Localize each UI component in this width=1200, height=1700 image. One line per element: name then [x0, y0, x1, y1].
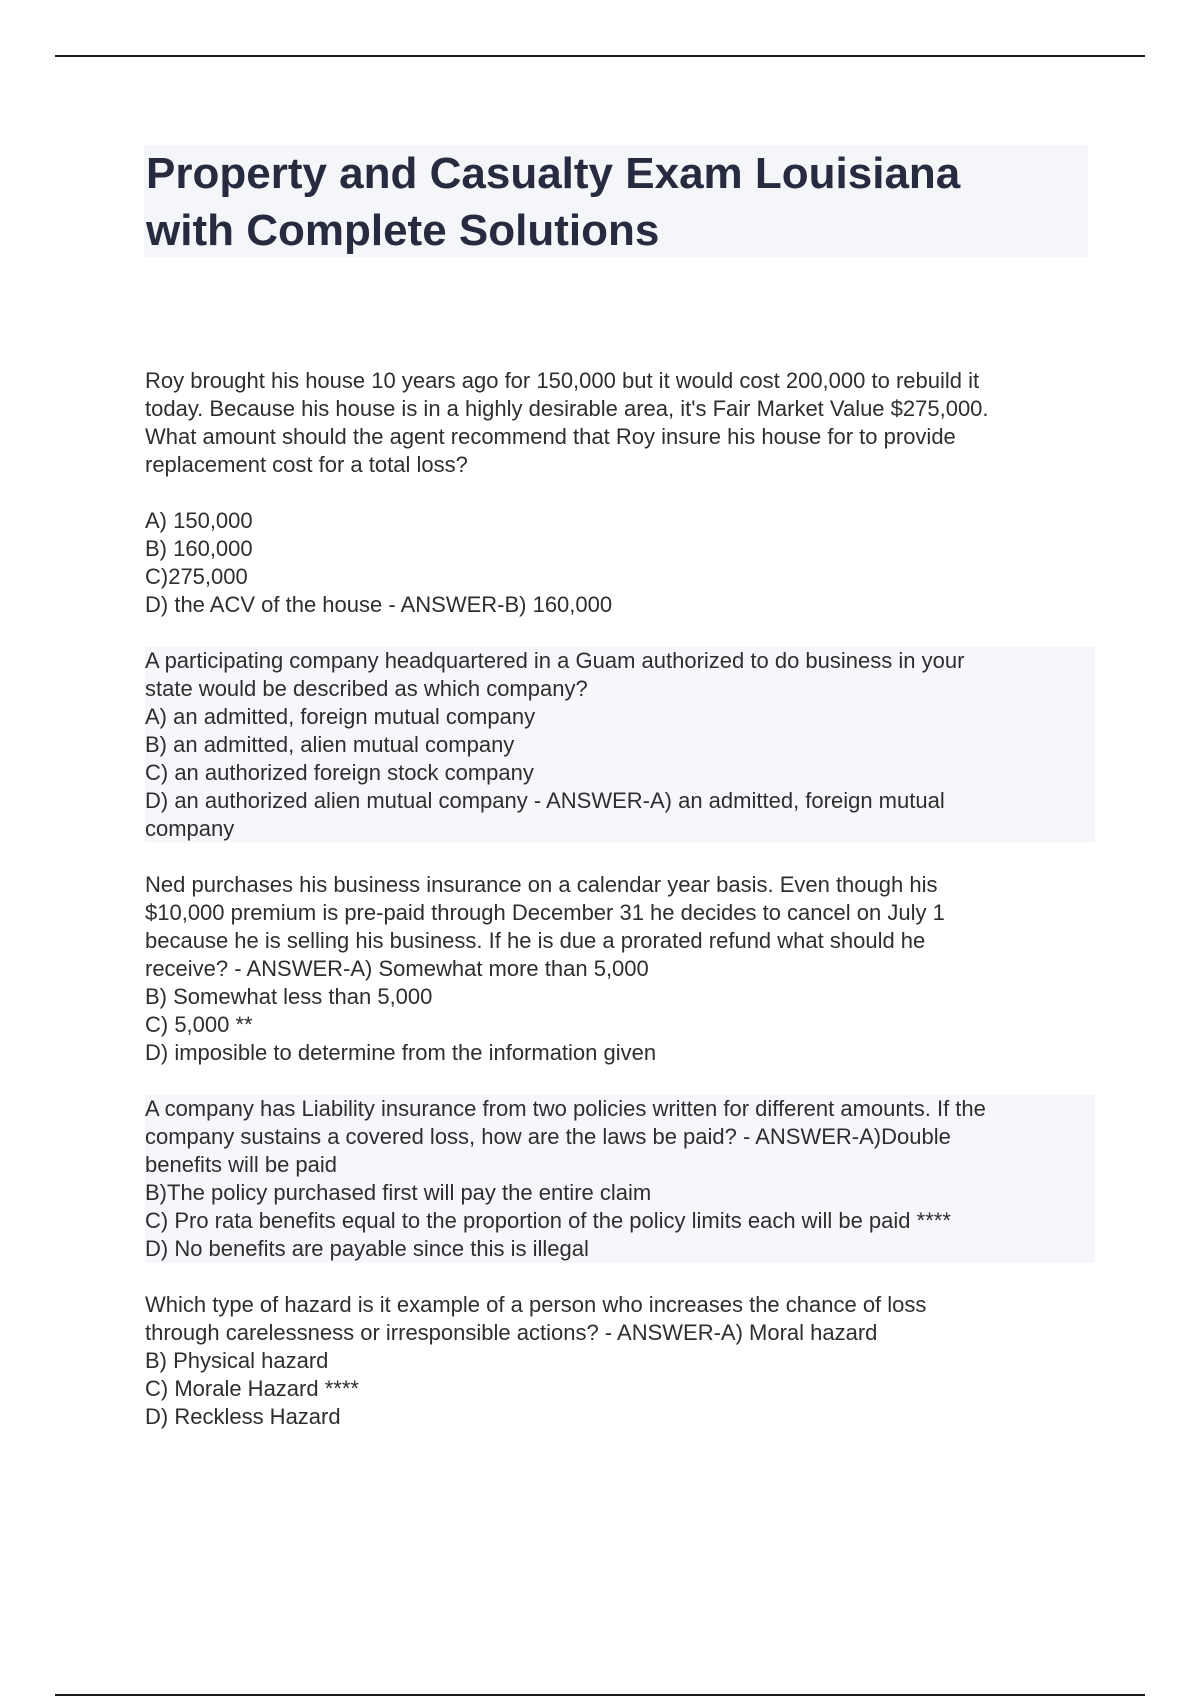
- text-line: today. Because his house is in a highly desirable area, it's Fair Market Value $275,000.: [145, 396, 989, 421]
- question-4: [145, 1095, 1095, 1263]
- text-line: through carelessness or irresponsible actions? - ANSWER-A) Moral hazard: [145, 1320, 878, 1345]
- question-1-options: [145, 507, 1095, 619]
- text-line: Roy brought his house 10 years ago for 150,000 but it would cost 200,000 to rebuild it: [145, 368, 980, 393]
- text-line: benefits will be paid: [145, 1152, 338, 1177]
- text-line: because he is selling his business. If he is due a prorated refund what should he: [145, 928, 926, 953]
- option-line: C) Morale Hazard ****: [145, 1376, 359, 1401]
- text-line: state would be described as which company?: [145, 676, 588, 701]
- text-line: A participating company headquartered in a Guam authorized to do business in your: [145, 648, 965, 673]
- option-line: A) an admitted, foreign mutual company: [145, 704, 536, 729]
- option-line: D) No benefits are payable since this is illegal: [145, 1236, 589, 1261]
- option-line: B)The policy purchased first will pay the entire claim: [145, 1180, 652, 1205]
- text-line: Which type of hazard is it example of a person who increases the chance of loss: [145, 1292, 927, 1317]
- option-line: C) 5,000 **: [145, 1012, 253, 1037]
- option-line: A) 150,000: [145, 508, 253, 533]
- option-line: C)275,000: [145, 564, 248, 589]
- option-line: B) Somewhat less than 5,000: [145, 984, 433, 1009]
- top-rule: [55, 55, 1145, 57]
- question-3: [145, 871, 1095, 1067]
- title-box: [144, 145, 1088, 257]
- title-line: with Complete Solutions: [146, 206, 660, 255]
- option-line: D) imposible to determine from the information given: [145, 1040, 657, 1065]
- document-title: [144, 145, 1088, 259]
- question-2: [145, 647, 1095, 843]
- title-line: Property and Casualty Exam Louisiana: [146, 149, 961, 198]
- text-line: replacement cost for a total loss?: [145, 452, 468, 477]
- option-line: D) Reckless Hazard: [145, 1404, 341, 1429]
- option-line: C) an authorized foreign stock company: [145, 760, 534, 785]
- option-line: C) Pro rata benefits equal to the proportion of the policy limits each will be paid ****: [145, 1208, 951, 1233]
- option-line: B) Physical hazard: [145, 1348, 329, 1373]
- bottom-rule: [55, 1694, 1145, 1696]
- option-line: D) the ACV of the house - ANSWER-B) 160,000: [145, 592, 613, 617]
- text-line: What amount should the agent recommend that Roy insure his house for to provide: [145, 424, 956, 449]
- text-line: company sustains a covered loss, how are the laws be paid? - ANSWER-A)Double: [145, 1124, 951, 1149]
- question-1: [145, 367, 1095, 479]
- option-line: D) an authorized alien mutual company - ANSWER-A) an admitted, foreign mutual: [145, 788, 945, 813]
- option-line: company: [145, 816, 235, 841]
- option-line: B) an admitted, alien mutual company: [145, 732, 515, 757]
- question-5: [145, 1291, 1095, 1431]
- text-line: $10,000 premium is pre-paid through December 31 he decides to cancel on July 1: [145, 900, 945, 925]
- text-line: A company has Liability insurance from two policies written for different amounts. If the: [145, 1096, 986, 1121]
- document-body: [145, 367, 1095, 1459]
- text-line: Ned purchases his business insurance on a calendar year basis. Even though his: [145, 872, 938, 897]
- option-line: B) 160,000: [145, 536, 253, 561]
- text-line: receive? - ANSWER-A) Somewhat more than 5,000: [145, 956, 649, 981]
